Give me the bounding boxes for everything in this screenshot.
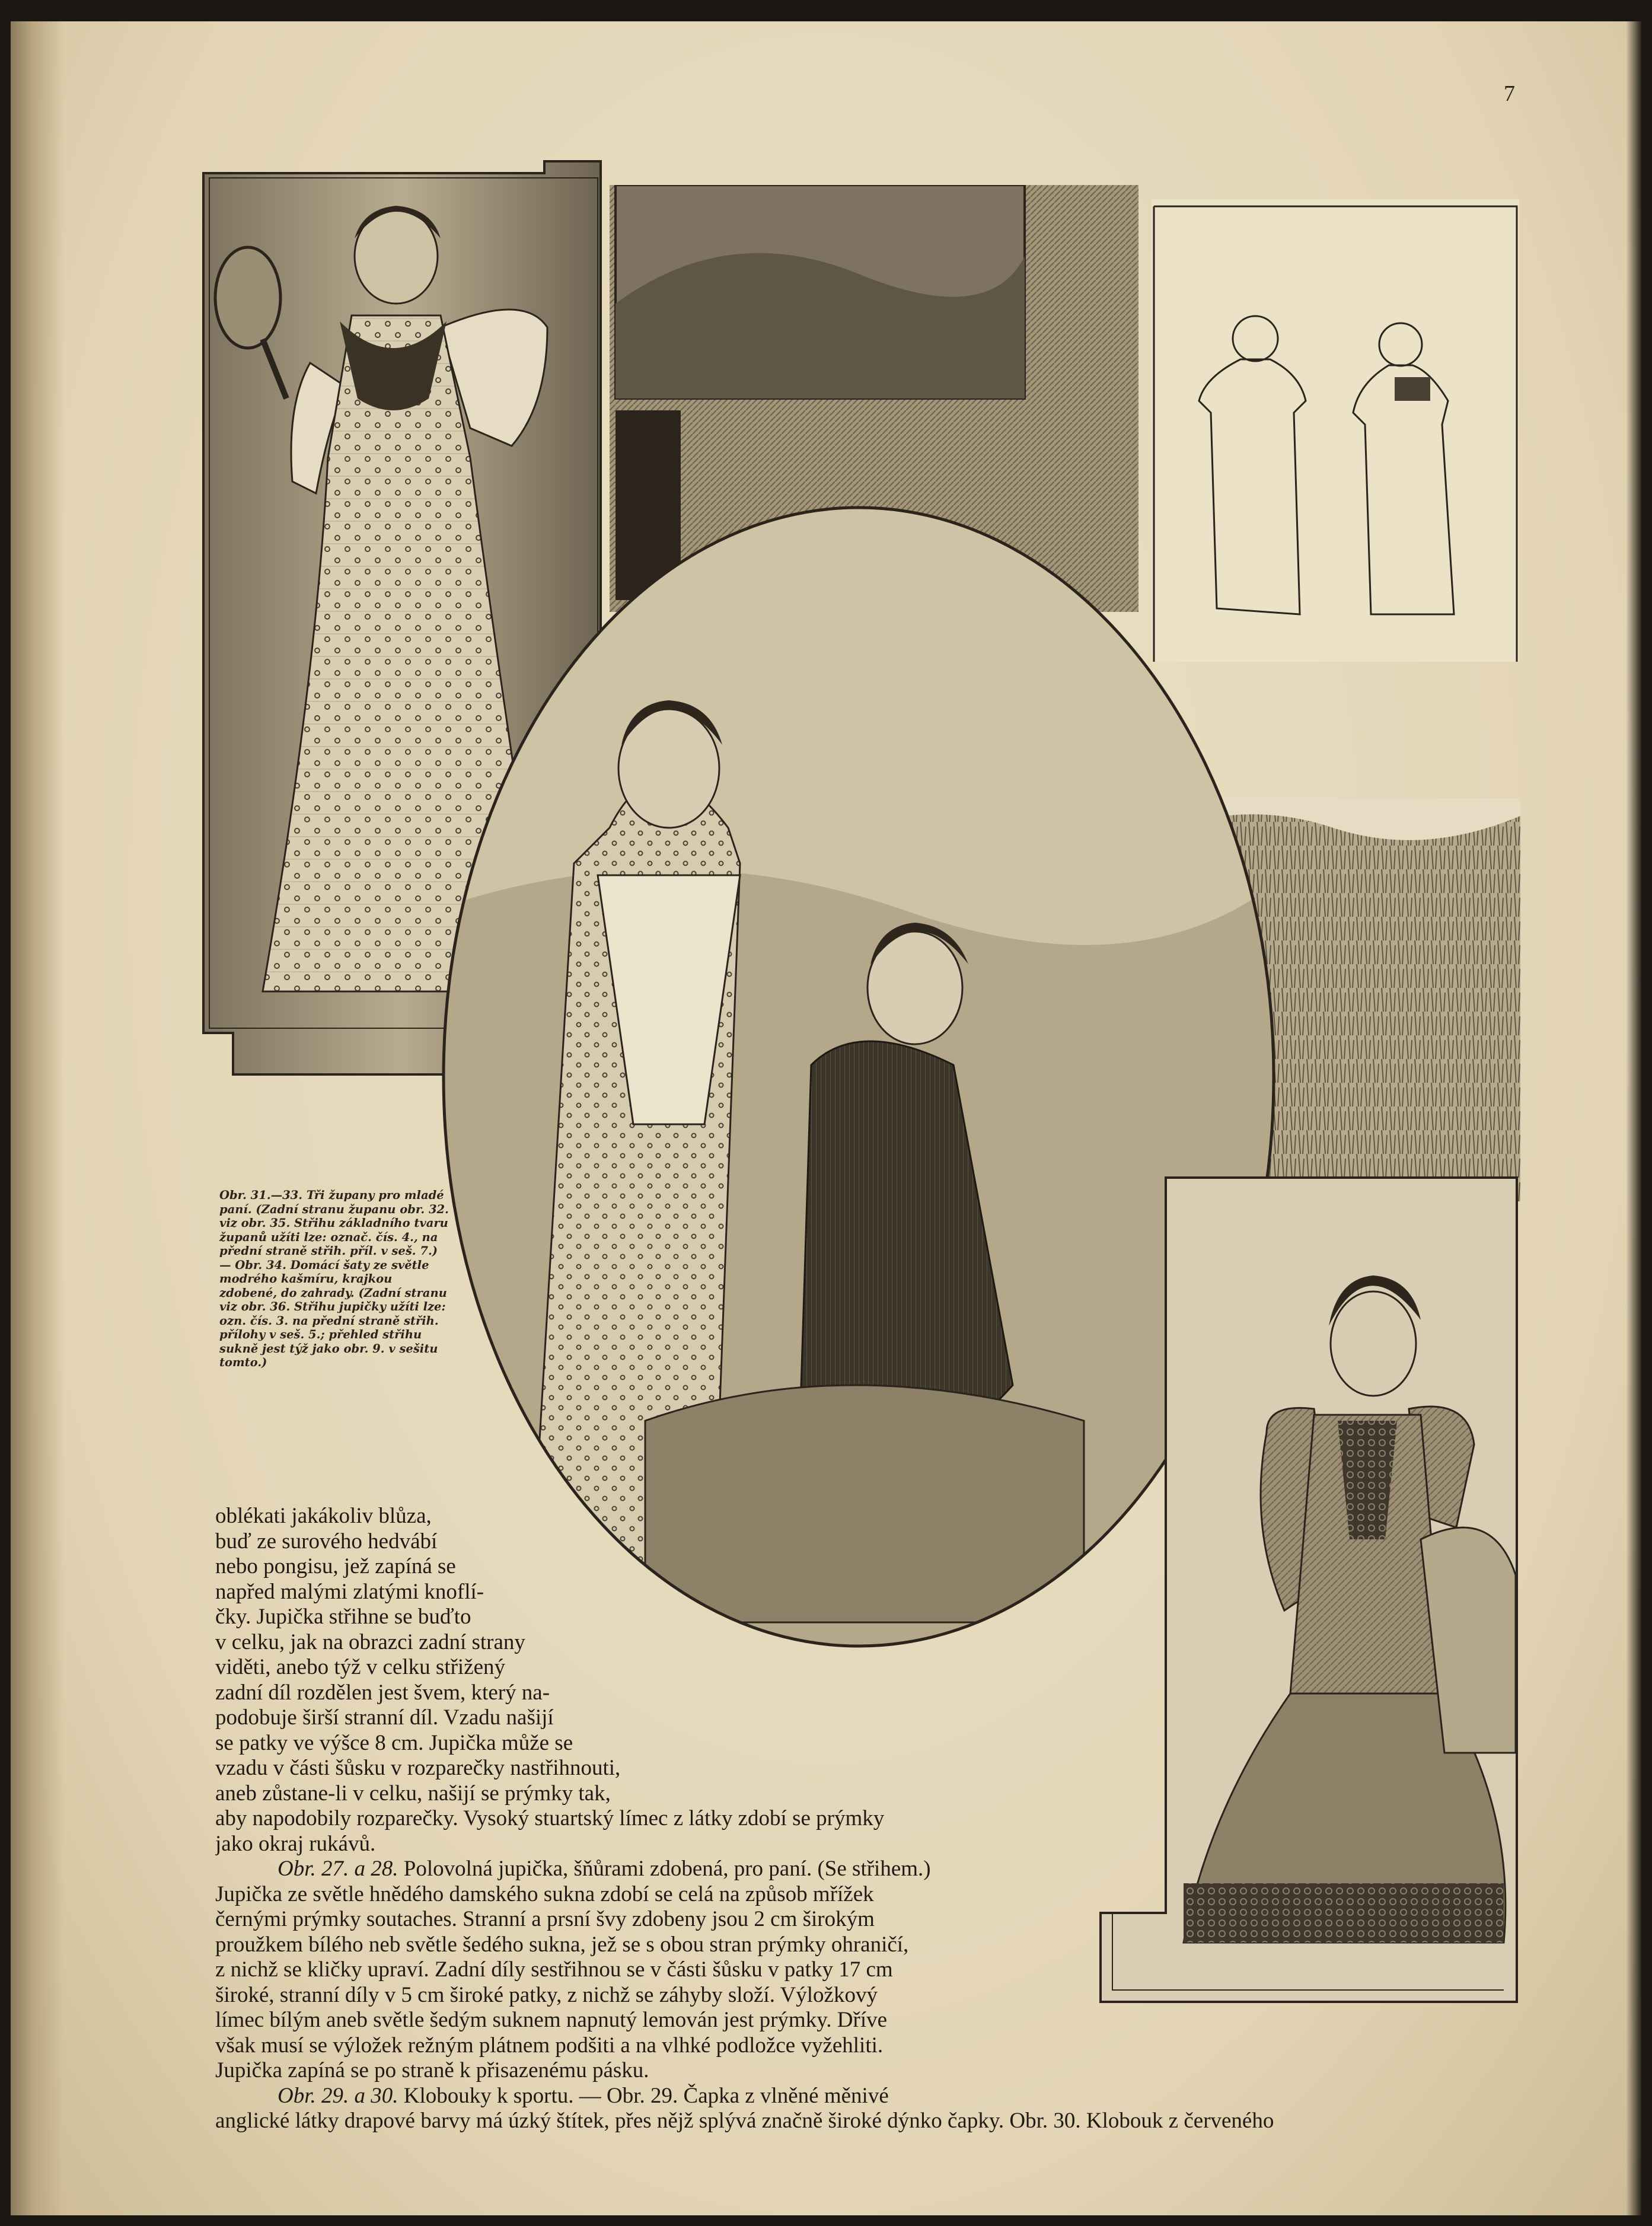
body-line: vzadu v části šůsku v rozparečky nastřihnouti, — [215, 1756, 621, 1780]
paragraph-obr-29-30 — [215, 2084, 1149, 2109]
figure-caption: Obr. 31.—33. Tři župany pro mladé paní. (Zadní stranu županu obr. 32. viz obr. 35. Střihu základního tvaru županů užíti lze: označ. čís. 4., na přední straně střih. příl. v seš. 7.) — Obr. 34. Domácí šaty ze světle modrého kašmíru, krajkou zdobené, do zahrady. (Zadní stranu viz obr. 36. Střihu jupičky užíti lze: ozn. čís. 3. na přední straně střih. přílohy v seš. 5.; přehled střihu sukně jest týž jako obr. 9. v sešitu tomto.) — [219, 1188, 449, 1369]
body-line: aneb zůstane-li v celku, našijí se prýmky tak, — [215, 1781, 611, 1806]
body-line: z nichž se kličky upraví. Zadní díly sestřihnou se v části šůsku v patky 17 cm — [215, 1957, 893, 1982]
body-line: aby napodobily rozparečky. Vysoký stuartský límec z látky zdobí se prýmky — [215, 1806, 885, 1830]
body-line: se patky ve výšce 8 cm. Jupička může se — [215, 1730, 573, 1755]
figure-reference: Obr. 29. a 30. — [278, 2083, 398, 2108]
body-line: nebo pongisu, jež zapíná se — [215, 1554, 456, 1578]
body-line: límec bílým aneb světle šedým suknem napnutý lemován jest prýmky. Dříve — [215, 2008, 888, 2032]
body-line: jako okraj rukávů. — [215, 1831, 376, 1856]
paragraph-heading: Polovolná jupička, šňůrami zdobená, pro paní. (Se střihem.) — [403, 1857, 931, 1881]
body-line: anglické látky drapové barvy má úzký štítek, přes nějž splývá značně široké dýnko čapky. Obr. 30. Klobouk z červeného — [215, 2109, 1274, 2133]
body-line: v celku, jak na obrazci zadní strany — [215, 1629, 525, 1654]
magazine-page — [11, 21, 1641, 2215]
body-line: však musí se výložek režným plátnem podšiti a na vlhké podložce vyžehliti. — [215, 2033, 884, 2058]
figure-reference: Obr. 27. a 28. — [278, 1857, 398, 1881]
body-line: Jupička zapíná se po straně k přisazenému pásku. — [215, 2058, 649, 2083]
article-body — [215, 1504, 1538, 2134]
binding-gutter-shadow — [11, 21, 64, 2215]
body-line: černými prýmky soutaches. Stranní a prsní švy zdobeny jsou 2 cm širokým — [215, 1907, 875, 1931]
paragraph-obr-27-28 — [215, 1857, 1149, 1882]
body-line: viděti, anebo týž v celku střižený — [215, 1655, 506, 1679]
page-number: 7 — [1504, 81, 1515, 106]
body-line: zadní díl rozdělen jest švem, který na- — [215, 1680, 550, 1705]
body-line: Jupička ze světle hnědého damského sukna zdobí se celá na způsob mřížek — [215, 1881, 874, 1906]
body-line: proužkem bílého neb světle šedého sukna, jež se s obou stran prýmky ohraničí, — [215, 1932, 909, 1957]
body-line: buď ze surového hedvábí — [215, 1529, 438, 1554]
body-line: čky. Jupička střihne se buďto — [215, 1605, 471, 1629]
body-line: podobuje širší stranní díl. Vzadu našijí — [215, 1705, 554, 1730]
page-edge-shadow — [1626, 21, 1641, 2215]
body-line: napřed malými zlatými knoflí- — [215, 1579, 484, 1604]
body-line: široké, stranní díly v 5 cm široké patky, z nichž se záhyby složí. Výložkový — [215, 1982, 878, 2007]
body-line: oblékati jakákoliv blůza, — [215, 1504, 432, 1528]
paragraph-heading: Klobouky k sportu. — Obr. 29. Čapka z vlněné měnivé — [403, 2083, 889, 2108]
